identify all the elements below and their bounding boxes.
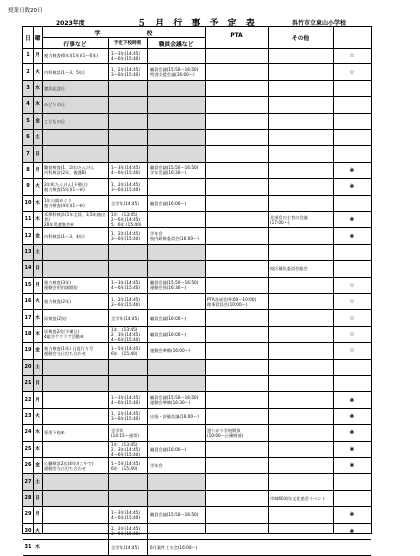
- school-days-note: 授業日数20日: [8, 8, 43, 14]
- other-event: 北部会の主者の会議 (17:00～): [270, 214, 308, 225]
- symbol-mark: ❀: [349, 429, 355, 437]
- school-events: [42, 474, 205, 489]
- table-row: [23, 245, 371, 261]
- symbol-mark: ❀: [349, 462, 355, 470]
- symbol-mark: ❀: [349, 232, 355, 240]
- table-row: [23, 146, 371, 162]
- day-number: 27: [23, 474, 33, 489]
- table-row: [23, 392, 371, 408]
- dismissal-time: 1～3年(14:45) 4～6年(15:40): [111, 165, 141, 176]
- table-row: [23, 163, 371, 179]
- weekday: 火: [35, 528, 40, 534]
- table-row: [23, 228, 371, 244]
- school-events: [42, 228, 205, 243]
- school-events: [42, 146, 205, 161]
- event-text: 内科検診(1～3、5年): [44, 69, 85, 75]
- event-text: 2年町たんけん(予備日) 視力検査(5年)(1～⑥): [44, 181, 88, 192]
- weekday: 月: [35, 53, 40, 59]
- day-number: 21: [23, 376, 33, 391]
- table-row: [23, 409, 371, 425]
- day-number: 26: [24, 462, 32, 469]
- symbol-mark: ☆: [349, 314, 355, 322]
- staff-meeting: 学年会 校内研修委員会(16:00～): [150, 231, 199, 242]
- symbol-mark: ❀: [349, 216, 355, 224]
- weekday: 火: [35, 69, 40, 75]
- dismissal-time: 全学年(14:45): [111, 315, 139, 321]
- school-events: [42, 48, 205, 63]
- school-events: [42, 163, 205, 178]
- school-events: [42, 376, 205, 391]
- staff-meeting: 職員会議(15:50～16:50) 特別支援会議(16:00～): [150, 67, 199, 78]
- staff-meeting: 職員会議(16:00～): [150, 200, 187, 206]
- dismissal-time: 1、2年(14:45) 3～6年(15:40): [111, 411, 141, 422]
- school-events: [42, 540, 205, 555]
- staff-meeting: 運動会準備(16:00～): [150, 348, 191, 354]
- staff-meeting: 職員会議(15:50～16:50) 運動会係(16:30～): [150, 280, 199, 291]
- table-row: [23, 507, 371, 523]
- school-name: 呉竹市立東山小学校: [292, 20, 347, 27]
- day-number: 6: [23, 130, 33, 145]
- weekday: 金: [35, 348, 40, 354]
- event-text: 憲法記念日: [44, 85, 65, 91]
- other-event: 市制60周年文化協会イベント: [270, 495, 326, 501]
- table-row: [23, 474, 371, 490]
- event-text: 耳鼻科検診(1年全員、3,5年抽出者) 20年児童集会⑥: [44, 212, 106, 228]
- event-text: 尿検査2次(予備日) 4組学ケクラブ活動⑥: [44, 329, 84, 340]
- dismissal-time: 1～3年(14:45) 4～6年(15:40): [111, 509, 141, 520]
- event-text: 視力検査(3年) 運動会用用琉開始: [44, 280, 78, 291]
- table-row: [23, 278, 371, 294]
- day-number: 17: [24, 314, 32, 321]
- weekday: 日: [33, 261, 42, 276]
- dismissal-time: 1、2年(14:45) 3～6年(15:40): [111, 526, 141, 537]
- day-number: 22: [24, 396, 32, 403]
- school-events: [42, 179, 205, 194]
- school-events: [42, 294, 205, 309]
- weekday: 月: [35, 282, 40, 288]
- table-row: [23, 179, 371, 195]
- school-events: [42, 425, 205, 440]
- weekday: 水: [35, 315, 40, 321]
- staff-meeting: 職員会議(15:50～16:50): [150, 512, 199, 518]
- school-events: [42, 442, 205, 457]
- school-events: [42, 310, 205, 325]
- table-row: [23, 310, 371, 326]
- day-number: 14: [23, 261, 33, 276]
- symbol-mark: ☆: [349, 68, 355, 76]
- weekday: 木: [35, 217, 40, 223]
- header-other: その他: [291, 36, 310, 42]
- day-number: 11: [24, 216, 32, 223]
- dismissal-time: 1年 (13:45) 2～6年(14:45) 5、6年 (15:40): [111, 212, 142, 228]
- dismissal-time: 1年 (13:45) 2、3年(14:45) 4～6年(15:40): [111, 441, 141, 457]
- weekday: 金: [35, 233, 40, 239]
- symbol-mark: ❀: [349, 412, 355, 420]
- symbol-mark: ☆: [349, 347, 355, 355]
- school-events: [42, 130, 205, 145]
- dismissal-time: 全学年 (14:15～通常): [111, 427, 139, 438]
- school-events: [42, 507, 205, 522]
- dismissal-time: 全学年(14:45): [111, 545, 139, 551]
- weekday: 水: [35, 545, 40, 551]
- table-row: [23, 97, 371, 113]
- event-text: 内科検診(1～3、4年): [44, 233, 85, 239]
- table-row: [23, 64, 371, 80]
- school-events: [42, 81, 205, 96]
- day-number: 15: [24, 281, 32, 288]
- staff-meeting: 職員会議(16:00～): [150, 331, 187, 337]
- day-number: 10: [24, 199, 32, 206]
- school-events: [42, 245, 205, 260]
- school-events: [42, 491, 205, 506]
- col-divider: [333, 27, 334, 533]
- dismissal-time: 1年 (13:45) 2、3年(14:45) 4～6年(15:40): [111, 326, 141, 342]
- day-number: 18: [24, 330, 32, 337]
- event-text: 視力検査(1年) 日直行り号 運動会当日打ち合わせ: [44, 345, 94, 356]
- day-number: 19: [24, 347, 32, 354]
- event-text: こどもの日: [44, 118, 65, 124]
- symbol-mark: ❀: [349, 396, 355, 404]
- weekday: 土: [33, 360, 42, 375]
- header-events: 行事など: [63, 42, 87, 48]
- symbol-mark: ☆: [349, 330, 355, 338]
- staff-meeting: 職員会議(15:50～16:50) 学年会議(16:30～): [150, 165, 199, 176]
- day-number: 3: [23, 81, 33, 96]
- day-number: 23: [24, 412, 32, 419]
- day-number: 12: [24, 232, 32, 239]
- table-row: [23, 114, 371, 130]
- weekday: 日: [33, 491, 42, 506]
- day-number: 31: [24, 544, 32, 551]
- table-row: [23, 442, 371, 458]
- event-text: 視力検査(6年)(1年)(1～6年): [44, 53, 98, 59]
- dismissal-time: 1、2年(14:45) 3～6年(15:40): [111, 67, 141, 78]
- day-number: 28: [23, 491, 33, 506]
- header-pta: PTA: [230, 33, 243, 39]
- col-divider: [33, 27, 34, 533]
- event-text: 尿検査(2次): [44, 315, 67, 321]
- dismissal-time: 1、2年(14:45) 3～6年(15:40): [111, 181, 141, 192]
- table-row: [23, 425, 371, 441]
- staff-meeting: 職員会議(16:00～): [150, 315, 187, 321]
- weekday: 火: [35, 413, 40, 419]
- weekday: 月: [35, 512, 40, 518]
- event-text: 1年公園めぐり 視力検査(4年)(1～⑥): [44, 198, 85, 209]
- dismissal-time: 全学年(14:45): [111, 200, 139, 206]
- day-number: 8: [26, 166, 30, 173]
- pta-event: PTA各部会(9:00～10:00) 理事役員会(10:00～): [207, 296, 257, 307]
- weekday: 水: [33, 81, 42, 96]
- school-events: [42, 114, 205, 129]
- symbol-mark: ☆: [349, 52, 355, 60]
- event-text: 専用下校⑥: [44, 430, 65, 436]
- weekday: 木: [35, 446, 40, 452]
- table-row: [23, 196, 371, 212]
- school-events: [42, 409, 205, 424]
- header-staff: 職員会議など: [158, 42, 194, 48]
- symbol-mark: ☆: [349, 281, 355, 289]
- symbol-mark: ☆: [349, 298, 355, 306]
- weekday: 水: [35, 200, 40, 206]
- event-text: みどりの日: [44, 102, 65, 108]
- table-row: [23, 130, 371, 146]
- schedule-table: [22, 26, 372, 551]
- weekday: 金: [35, 463, 40, 469]
- day-number: 29: [24, 511, 32, 518]
- weekday: 月: [35, 167, 40, 173]
- weekday: 土: [33, 474, 42, 489]
- day-number: 2: [26, 68, 30, 75]
- pta-event: 盛りがり学校開放 (10:00～正確開放): [207, 427, 244, 438]
- school-events: [42, 64, 205, 79]
- school-events: [42, 261, 205, 276]
- day-number: 25: [24, 445, 32, 452]
- school-events: [42, 327, 205, 342]
- table-row: [23, 376, 371, 392]
- page-title: ５ 月 行 事 予 定 表: [137, 19, 258, 29]
- dismissal-time: 1～3年(14:45) 4～6年(15:40): [111, 280, 141, 291]
- event-text: 視力検査(2年): [44, 299, 71, 305]
- day-number: 9: [26, 183, 30, 190]
- dismissal-time: 1、2年(14:45) 3～6年(15:40): [111, 296, 141, 307]
- col-divider: [268, 27, 269, 533]
- weekday: 月: [35, 397, 40, 403]
- school-events: [42, 458, 205, 473]
- school-events: [42, 524, 205, 539]
- school-events: [42, 278, 205, 293]
- table-row: [23, 491, 371, 507]
- table-row: [23, 524, 371, 540]
- dismissal-time: 1～5年(14:45) 6年 (15:40): [111, 460, 141, 471]
- day-number: 5: [23, 114, 33, 129]
- weekday: 木: [35, 331, 40, 337]
- table-row: [23, 540, 371, 556]
- event-text: 聴覚検査(1、2年)たんけん 内科検診(2年、養護B): [44, 165, 95, 176]
- header-weekday: 曜: [34, 36, 41, 42]
- table-row: [23, 343, 371, 359]
- dismissal-time: 1、2年(14:45) 3～6年(15:40): [111, 231, 141, 242]
- table-row: [23, 458, 371, 474]
- school-year: 2023年度: [56, 20, 85, 27]
- staff-meeting: 学年会: [150, 463, 163, 469]
- school-events: [42, 97, 205, 112]
- table-row: [23, 327, 371, 343]
- school-events: [42, 392, 205, 407]
- table-row: [23, 212, 371, 228]
- school-events: [42, 212, 205, 227]
- symbol-mark: ❀: [349, 445, 355, 453]
- table-row: [23, 81, 371, 97]
- day-number: 4: [23, 97, 33, 112]
- table-row: [23, 294, 371, 310]
- weekday: 土: [33, 130, 42, 145]
- table-row: [23, 261, 371, 277]
- symbol-mark: ❀: [349, 183, 355, 191]
- day-number: 1: [26, 52, 30, 59]
- dismissal-time: 1～3年(14:45) 4～6年(15:40): [111, 50, 141, 61]
- col-divider: [205, 27, 206, 533]
- table-row: [23, 48, 371, 64]
- header-dismissal: 予定下校時刻: [113, 41, 142, 46]
- symbol-mark: ❀: [349, 527, 355, 535]
- header-school-group: 学 校: [42, 28, 205, 38]
- day-number: 30: [24, 527, 32, 534]
- event-text: 心臓検診2次(4年)(こやで) 運動会当日打ち合わせ: [44, 460, 94, 471]
- symbol-mark: ❀: [349, 511, 355, 519]
- symbol-mark: ❀: [349, 166, 355, 174]
- table-row: [23, 360, 371, 376]
- staff-meeting: 職員会議(16:00～): [150, 446, 187, 452]
- col-divider: [42, 27, 43, 533]
- weekday: 日: [33, 146, 42, 161]
- school-events: [42, 196, 205, 211]
- weekday: 日: [33, 376, 42, 391]
- header-divider: [108, 37, 109, 48]
- table-header: [23, 27, 371, 49]
- day-number: 16: [24, 298, 32, 305]
- weekday: 土: [33, 245, 42, 260]
- day-number: 24: [24, 429, 32, 436]
- dismissal-time: 1～5年(14:45) 6年 (15:40): [111, 345, 141, 356]
- school-events: [42, 343, 205, 358]
- header-date: 日: [25, 36, 31, 42]
- staff-meeting: 職員会議(15:50～16:50) 運動会準備(16:30～): [150, 395, 199, 406]
- school-events: [42, 360, 205, 375]
- day-number: 13: [23, 245, 33, 260]
- day-number: 7: [23, 146, 33, 161]
- dismissal-time: 1～3年(14:45) 4～6年(15:40): [111, 395, 141, 406]
- weekday: 火: [35, 184, 40, 190]
- weekday: 火: [35, 299, 40, 305]
- weekday: 水: [35, 430, 40, 436]
- weekday: 木: [33, 97, 42, 112]
- header-divider: [147, 37, 148, 48]
- staff-meeting: 6月案件工夫会(16:00～): [150, 545, 198, 551]
- weekday: 金: [33, 114, 42, 129]
- staff-meeting: 出張・評価会議(16:00～): [150, 413, 199, 419]
- day-number: 20: [23, 360, 33, 375]
- other-event: 校区補佐委員会総会: [270, 266, 308, 272]
